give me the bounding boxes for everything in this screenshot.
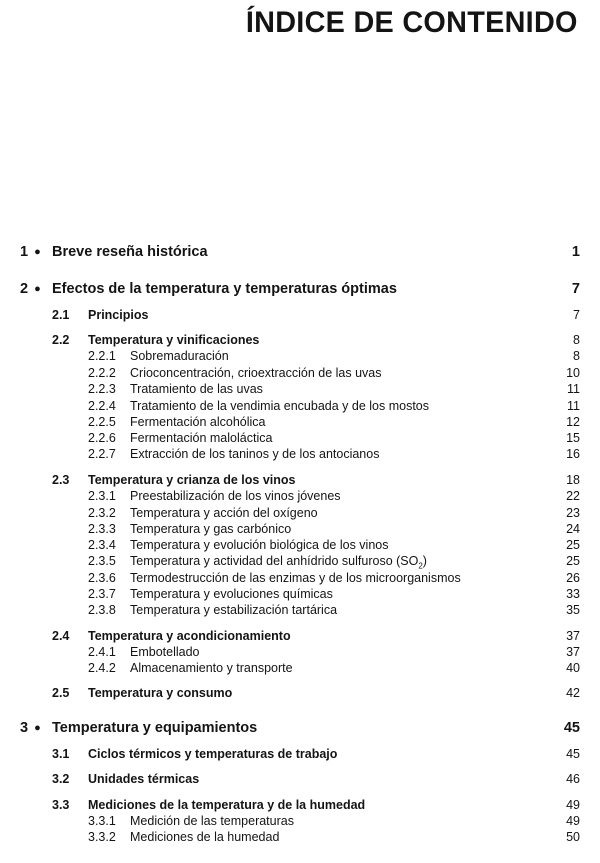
subsection-title: Temperatura y estabilización tartárica bbox=[130, 603, 338, 617]
subsection-number: 2.2.4 bbox=[88, 399, 116, 413]
subsection-title: Extracción de los taninos y de los antocianos bbox=[130, 447, 380, 461]
subsection-title: Sobremaduración bbox=[130, 349, 229, 363]
subsection-title: Fermentación maloláctica bbox=[130, 431, 273, 445]
chapter-number: 3 ● bbox=[20, 720, 41, 736]
page-number: 25 bbox=[566, 554, 580, 568]
subsection-number: 2.3.7 bbox=[88, 587, 116, 601]
chapter-title: Breve reseña histórica bbox=[52, 244, 208, 260]
page-number: 37 bbox=[566, 645, 580, 659]
subsection-number: 2.4.1 bbox=[88, 645, 116, 659]
page-number: 24 bbox=[566, 522, 580, 536]
page-number: 8 bbox=[573, 349, 580, 363]
page-number: 11 bbox=[567, 399, 580, 413]
section-number: 2.4 bbox=[52, 629, 70, 643]
subsection-number: 3.3.1 bbox=[88, 814, 116, 828]
section-title: Temperatura y vinificaciones bbox=[88, 333, 260, 347]
subsection-number: 2.4.2 bbox=[88, 661, 116, 675]
page-number: 35 bbox=[566, 603, 580, 617]
subsection-number: 2.3.3 bbox=[88, 522, 116, 536]
section-title: Temperatura y crianza de los vinos bbox=[88, 473, 296, 487]
subsection-number: 2.3.4 bbox=[88, 538, 116, 552]
chapter-title: Temperatura y equipamientos bbox=[52, 720, 258, 736]
subsection-number: 2.2.2 bbox=[88, 366, 116, 380]
page-title: ÍNDICE DE CONTENIDO bbox=[246, 6, 578, 39]
page-number: 46 bbox=[566, 772, 580, 786]
subsection-title: Temperatura y gas carbónico bbox=[130, 522, 292, 536]
subsection-number: 3.3.2 bbox=[88, 830, 116, 844]
page-number: 49 bbox=[566, 814, 580, 828]
subsection-title: Temperatura y evolución biológica de los vinos bbox=[130, 538, 389, 552]
page-number: 12 bbox=[566, 415, 580, 429]
page-number: 25 bbox=[566, 538, 580, 552]
page-number: 26 bbox=[566, 571, 580, 585]
page-number: 18 bbox=[566, 473, 580, 487]
page-number: 15 bbox=[566, 431, 580, 445]
subsection-number: 2.2.1 bbox=[88, 349, 116, 363]
subsection-number: 2.3.2 bbox=[88, 506, 116, 520]
page-number: 45 bbox=[566, 747, 580, 761]
page-number: 10 bbox=[566, 366, 580, 380]
subsection-title: Almacenamiento y transporte bbox=[130, 661, 293, 675]
page-number: 7 bbox=[571, 281, 580, 297]
page-number: 33 bbox=[566, 587, 580, 601]
subsection-title: Termodestrucción de las enzimas y de los microorganismos bbox=[130, 571, 461, 585]
section-number: 2.2 bbox=[52, 333, 70, 347]
subsection-number: 2.3.8 bbox=[88, 603, 116, 617]
subsection-title: Fermentación alcohólica bbox=[130, 415, 266, 429]
subsection-title: Embotellado bbox=[130, 645, 200, 659]
page-number: 23 bbox=[566, 506, 580, 520]
section-title: Principios bbox=[88, 308, 149, 322]
subsection-title: Preestabilización de los vinos jóvenes bbox=[130, 489, 341, 503]
section-title: Temperatura y consumo bbox=[88, 686, 233, 700]
section-number: 3.3 bbox=[52, 798, 70, 812]
section-number: 2.3 bbox=[52, 473, 70, 487]
page-number: 8 bbox=[573, 333, 580, 347]
subscript: 2 bbox=[418, 561, 423, 571]
section-title: Temperatura y acondicionamiento bbox=[88, 629, 291, 643]
subsection-number: 2.2.6 bbox=[88, 431, 116, 445]
page-number: 22 bbox=[566, 489, 580, 503]
section-title: Ciclos térmicos y temperaturas de trabajo bbox=[88, 747, 338, 761]
chapter-title: Efectos de la temperatura y temperaturas óptimas bbox=[52, 281, 397, 297]
section-number: 3.1 bbox=[52, 747, 70, 761]
subsection-title: Medición de las temperaturas bbox=[130, 814, 294, 828]
page-number: 11 bbox=[567, 382, 580, 396]
subsection-title: Crioconcentración, crioextracción de las uvas bbox=[130, 366, 382, 380]
page-number: 7 bbox=[573, 308, 580, 322]
page-number: 37 bbox=[566, 629, 580, 643]
subsection-number: 2.2.5 bbox=[88, 415, 116, 429]
page-number: 40 bbox=[566, 661, 580, 675]
subsection-number: 2.3.5 bbox=[88, 554, 116, 568]
page-number: 42 bbox=[566, 686, 580, 700]
subsection-number: 2.3.1 bbox=[88, 489, 116, 503]
subsection-title: Temperatura y actividad del anhídrido sulfuroso $(SO_2)$ bbox=[130, 554, 427, 571]
page-number: 50 bbox=[566, 830, 580, 844]
section-number: 2.5 bbox=[52, 686, 70, 700]
bullet-icon: ● bbox=[34, 246, 41, 258]
subsection-number: 2.3.6 bbox=[88, 571, 116, 585]
subsection-title: Tratamiento de la vendimia encubada y de los mostos bbox=[130, 399, 430, 413]
section-number: 3.2 bbox=[52, 772, 70, 786]
page-number: 1 bbox=[571, 244, 580, 260]
subsection-title: Temperatura y evoluciones químicas bbox=[130, 587, 333, 601]
bullet-icon: ● bbox=[34, 283, 41, 295]
section-title: Unidades térmicas bbox=[88, 772, 200, 786]
page-number: 16 bbox=[566, 447, 580, 461]
bullet-icon: ● bbox=[34, 722, 41, 734]
subsection-number: 2.2.7 bbox=[88, 447, 116, 461]
subsection-title: Temperatura y acción del oxígeno bbox=[130, 506, 318, 520]
section-title: Mediciones de la temperatura y de la humedad bbox=[88, 798, 366, 812]
page-number: 45 bbox=[563, 720, 580, 736]
subsection-number: 2.2.3 bbox=[88, 382, 116, 396]
subsection-title: Mediciones de la humedad bbox=[130, 830, 280, 844]
chapter-number: 2 ● bbox=[20, 281, 41, 297]
page-number: 49 bbox=[566, 798, 580, 812]
chapter-number: 1 ● bbox=[20, 244, 41, 260]
section-number: 2.1 bbox=[52, 308, 70, 322]
subsection-title: Tratamiento de las uvas bbox=[130, 382, 263, 396]
